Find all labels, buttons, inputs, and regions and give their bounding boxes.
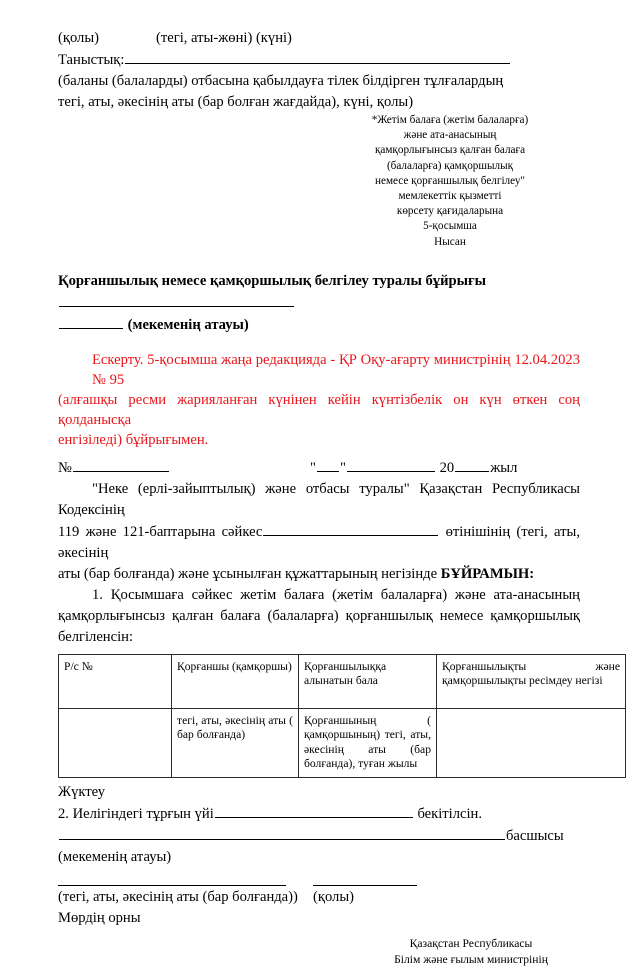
annotation-line-8: 5-қосымша (423, 220, 477, 233)
head-label: басшысы (506, 828, 564, 845)
table-cell-guardian[interactable]: тегі, аты, әкесінің аты ( бар болғанда) (172, 708, 299, 778)
annotation-line-1: *Жетім балаға (жетім балаларға) (371, 114, 529, 126)
seal-label: Мөрдің орны (58, 910, 141, 927)
table-cell-rs-number[interactable] (59, 708, 172, 778)
institution-caption: (мекеменің атауы) (127, 316, 249, 333)
number-symbol: № (58, 459, 72, 476)
signature-caption-col2: (тегі, аты-жөні) (күні) (156, 30, 292, 46)
signature-rule[interactable] (313, 885, 417, 886)
housing-input[interactable] (215, 803, 413, 818)
table-cell-basis[interactable] (437, 708, 626, 778)
annotation-line-3: қамқорлығынсыз қалған балаға (374, 144, 526, 157)
clause-2-suffix: бекітілсін. (417, 806, 482, 823)
spacer-1 (58, 250, 580, 271)
clause-2-prefix: 2. Иелігіндегі тұрғын үйі (58, 806, 214, 823)
acquaint-row (58, 49, 580, 71)
order-month-input[interactable] (347, 457, 435, 472)
spacer-4 (58, 868, 580, 875)
institution-caption-row (58, 314, 580, 336)
spacer-3 (58, 450, 580, 457)
clause-1: 1. Қосымшаға сәйкес жетім балаға (жетім балаларға) және ата-анасының қамқорлығынсыз қалған балаға (балаларға) қорғаншылық немесе қамқоршылық белгіленсін: (58, 586, 580, 645)
spacer-5 (58, 929, 580, 936)
fio-caption: (тегі, аты, әкесінің аты (бар болғанда)) (58, 889, 298, 906)
code-reference-paragraph (58, 479, 580, 585)
signature-captions-row (58, 887, 580, 908)
table-header-child: Қорғаншылыққа алынатын бала (299, 654, 437, 708)
red-note-line-2: (алғашқы ресми жарияланған күнінен кейін күнтізбелік он күн өткен соң қолданысқа (58, 391, 580, 428)
annotation-line-7: көрсету қағидаларына (396, 205, 504, 218)
rule-spacer (286, 885, 313, 886)
clause-2-row (58, 803, 580, 825)
code-paragraph-line-1: "Неке (ерлі-зайыптылық) және отбасы туралы" Қазақстан Республикасы Кодексінің (58, 480, 580, 518)
annotation-line-2: және ата-анасының (403, 129, 497, 142)
guardianship-table (58, 654, 626, 779)
annotation-block (320, 113, 580, 250)
acquaint-caption-line-1: (баланы (балаларды) отбасына қабылдауға тілек білдірген тұлғалардың (58, 73, 504, 89)
order-number-date-row (58, 457, 580, 479)
sign-caption: (қолы) (313, 889, 355, 906)
quote-open: " (310, 459, 316, 476)
annotation-line-4: (балаларға) қамқоршылық (386, 159, 514, 172)
top-signature-caption (58, 28, 580, 49)
acquaint-caption-line-2: тегі, аты, әкесінің аты (бар болған жағдайда), күні, қолы) (58, 94, 414, 110)
code-paragraph-part3: өтінішінің (тегі, аты, әкесінің (58, 523, 580, 561)
signature-caption-col1: (қолы) (58, 30, 100, 46)
table-header-rs-number: Р/с № (59, 654, 172, 708)
signature-rule-row (58, 885, 580, 886)
acquaint-blank-field[interactable] (125, 49, 510, 64)
code-paragraph-line-3 (58, 564, 580, 585)
applicant-name-input[interactable] (263, 521, 438, 536)
document-body (58, 28, 620, 967)
download-label[interactable]: Жүктеу (58, 784, 106, 801)
order-title-row (58, 271, 580, 314)
institution-name-input[interactable] (59, 825, 505, 840)
red-note-line-3: енгізіледі) бұйрығымен. (58, 431, 209, 448)
table-header-basis: Қорғаншылықты және қамқоршылықты ресімдеу негізі (437, 654, 626, 708)
red-amendment-note (58, 350, 580, 450)
order-title-text: Қорғаншылық немесе қамқоршылық белгілеу туралы бұйрығы (58, 272, 487, 289)
table-header-row (59, 654, 626, 708)
footer-block (356, 936, 586, 966)
table-header-guardian: Қорғаншы (қамқоршы) (172, 654, 299, 708)
institution-caption-2: (мекеменің атауы) (58, 849, 172, 866)
year-word: жыл (490, 459, 518, 476)
annotation-line-6: мемлекеттік қызметті (398, 190, 502, 203)
footer-line-1: Қазақстан Республикасы (409, 937, 533, 951)
red-note-line-1: Ескерту. 5-қосымша жаңа редакцияда - ҚР Оқу-ағарту министрінің 12.04.2023 № 95 (92, 351, 580, 388)
order-verb: БҰЙРАМЫН: (440, 565, 535, 582)
acquaint-label: Таныстық: (58, 52, 125, 68)
code-paragraph-part4: аты (бар болғанда) және ұсынылған құжаттарының негізінде (58, 565, 438, 582)
table-cell-child[interactable]: Қорғаншының ( қамқоршының) тегі, аты, әкесінің аты (бар болғанда), туған жылы (299, 708, 437, 778)
order-number-group (58, 457, 310, 479)
annotation-line-9: Нысан (434, 235, 466, 248)
code-paragraph-part2: 119 және 121-баптарына сәйкес (58, 523, 263, 540)
footer-line-2: Білім және ғылым министрінің (394, 952, 548, 966)
table-row (59, 708, 626, 778)
order-title-blank-1[interactable] (59, 292, 294, 307)
order-year-input[interactable] (455, 457, 489, 472)
order-date-group (310, 457, 580, 479)
order-number-input[interactable] (73, 457, 169, 472)
quote-close: " (339, 459, 346, 476)
head-of-institution-row (58, 825, 580, 847)
year-prefix: 20 (439, 459, 455, 476)
spacer-2 (58, 336, 580, 350)
fio-rule[interactable] (58, 885, 286, 886)
code-paragraph-line-2 (58, 521, 580, 564)
order-title-blank-2[interactable] (59, 314, 123, 329)
annotation-line-5: немесе қорғаншылық белгілеу" (375, 174, 525, 187)
order-day-input[interactable] (317, 457, 339, 472)
